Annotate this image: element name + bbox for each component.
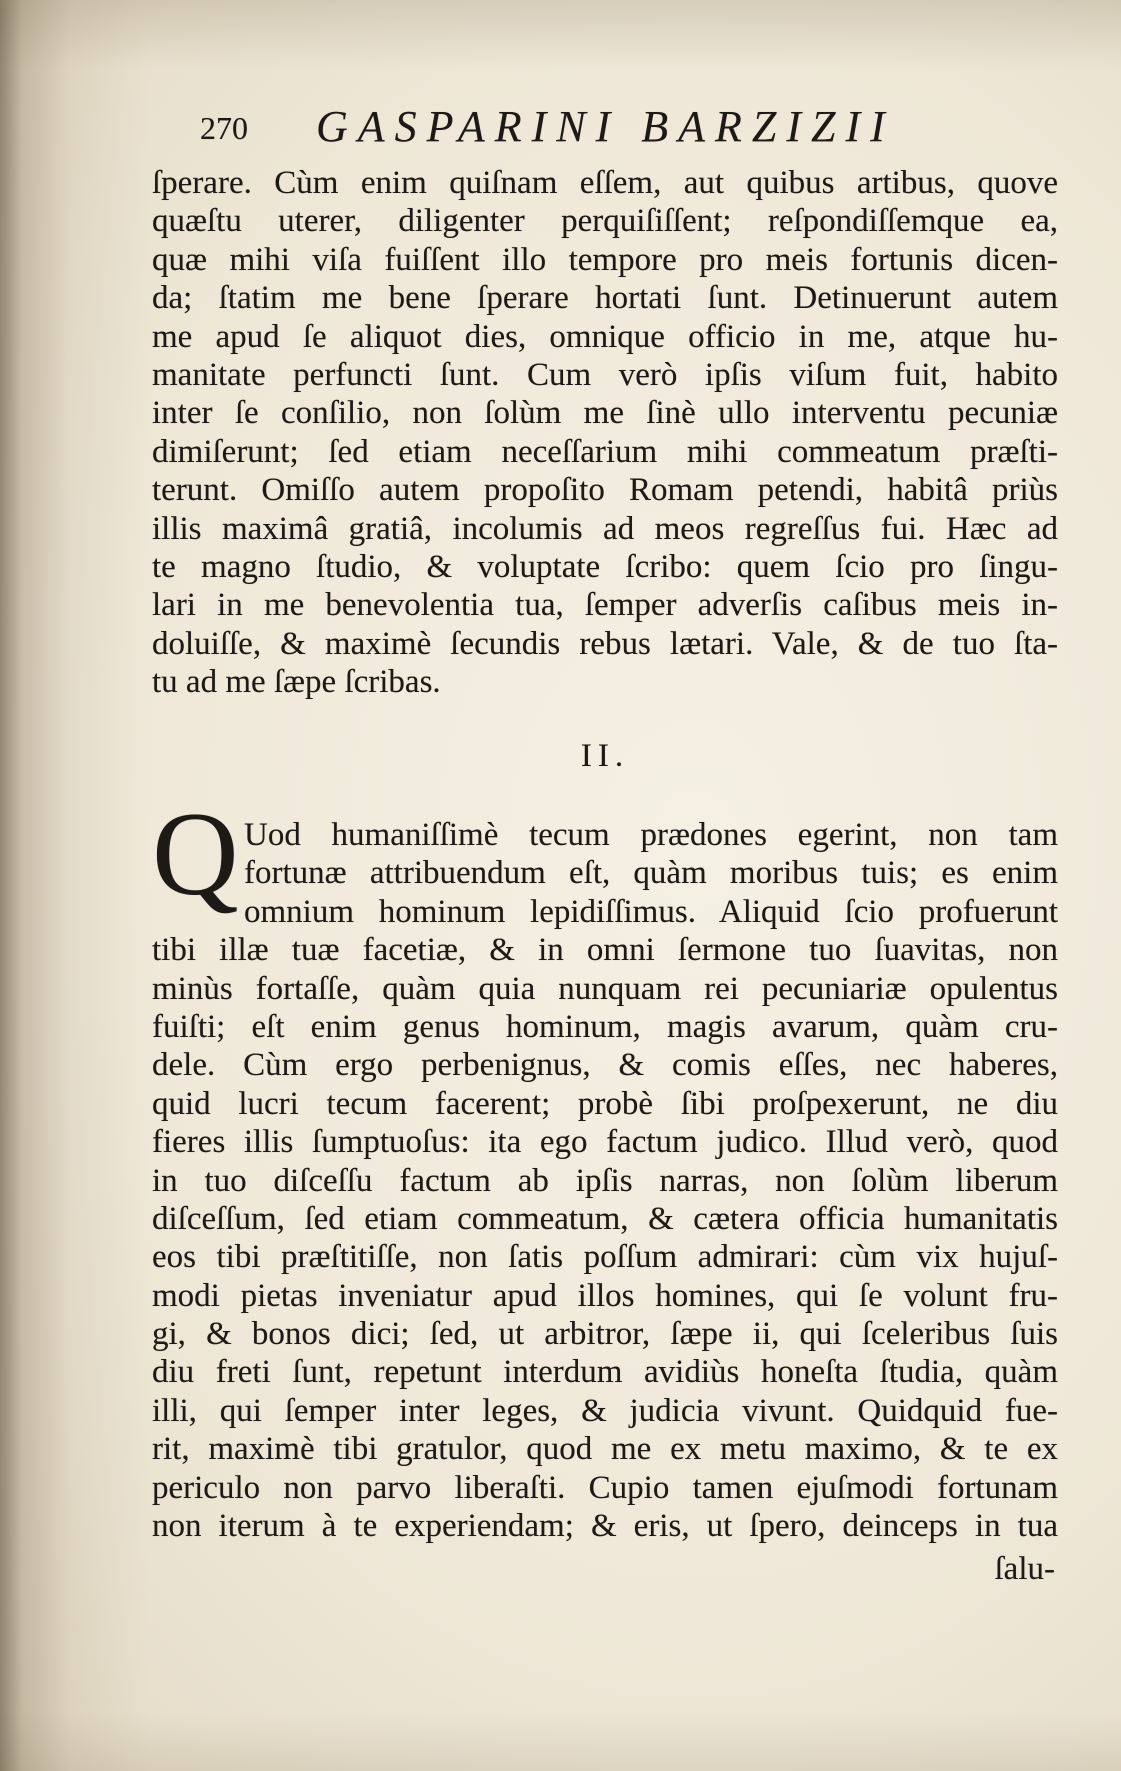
text-line: quid lucri tecum facerent; probè ſibi proſpexerunt, ne diu: [152, 1085, 1058, 1122]
text-line: fieres illis ſumptuoſus: ita ego factum judico. Illud verò, quod: [152, 1124, 1058, 1161]
text-line: fortunæ attribuendum eſt, quàm moribus tuis; es enim: [244, 855, 1058, 892]
page-number: 270: [200, 110, 248, 146]
text-line: gi, & bonos dici; ſed, ut arbitror, ſæpe ii, qui ſceleribus ſuis: [152, 1316, 1058, 1353]
text-line: terunt. Omiſſo autem propoſito Romam petendi, habitâ priùs: [152, 472, 1058, 509]
text-line: diu freti ſunt, repetunt interdum avidiùs honeſta ſtudia, quàm: [152, 1354, 1058, 1391]
text-line: in tuo diſceſſu factum ab ipſis narras, non ſolùm liberum: [152, 1162, 1058, 1199]
letter-body: [152, 816, 1058, 1545]
text-line: illi, qui ſemper inter leges, & judicia vivunt. Quidquid fue-: [152, 1392, 1058, 1429]
text-line: me apud ſe aliquot dies, omnique officio in me, atque hu-: [152, 318, 1058, 355]
text-line: minùs fortaſſe, quàm quia nunquam rei pecuniariæ opulentus: [152, 970, 1058, 1007]
text-line: dimiſerunt; ſed etiam neceſſarium mihi commeatum præſti-: [152, 433, 1058, 470]
text-line: Uod humaniſſimè tecum prædones egerint, non tam: [244, 817, 1058, 853]
text-line: omnium hominum lepidiſſimus. Aliquid ſcio profuerunt: [244, 893, 1058, 930]
text-line: ſperare. Cùm enim quiſnam eſſem, aut quibus artibus, quove: [152, 165, 1058, 201]
text-line: eos tibi præſtitiſſe, non ſatis poſſum admirari: cùm vix hujuſ-: [152, 1239, 1058, 1276]
text-line: non iterum à te experiendam; & eris, ut ſpero, deinceps in tua: [152, 1508, 1058, 1545]
text-line: dele. Cùm ergo perbenignus, & comis eſſes, nec haberes,: [152, 1047, 1058, 1084]
text-line: doluiſſe, & maximè ſecundis rebus lætari. Vale, & de tuo ſta-: [152, 625, 1058, 662]
text-line: modi pietas inveniatur apud illos homines, qui ſe volunt fru-: [152, 1277, 1058, 1314]
letter-body: [152, 164, 1058, 701]
text-line: tu ad me ſæpe ſcribas.: [152, 664, 441, 701]
text-line: tibi illæ tuæ facetiæ, & in omni ſermone tuo ſuavitas, non: [152, 932, 1058, 969]
text-line: inter ſe conſilio, non ſolùm me ſinè ullo interventu pecuniæ: [152, 395, 1058, 432]
catchword: ſalu-: [994, 1551, 1055, 1587]
text-line: manitate perfuncti ſunt. Cum verò ipſis viſum fuit, habito: [152, 356, 1058, 393]
text-line: diſceſſum, ſed etiam commeatum, & cætera officia humanitatis: [152, 1200, 1058, 1237]
text-line: quæ mihi viſa fuiſſent illo tempore pro meis fortunis dicen-: [152, 241, 1058, 278]
drop-cap: Q: [152, 787, 239, 920]
text-line: lari in me benevolentia tua, ſemper adverſis caſibus meis in-: [152, 587, 1058, 624]
section-heading: II.: [580, 738, 630, 774]
text-line: quæſtu uterer, diligenter perquiſiſſent; reſpondiſſemque ea,: [152, 203, 1058, 240]
text-line: da; ſtatim me bene ſperare hortati ſunt. Detinuerunt autem: [152, 280, 1058, 317]
text-line: fuiſti; eſt enim genus hominum, magis avarum, quàm cru-: [152, 1008, 1058, 1045]
text-line: rit, maximè tibi gratulor, quod me ex metu maximo, & te ex: [152, 1431, 1058, 1468]
text-line: te magno ſtudio, & voluptate ſcribo: quem ſcio pro ſingu-: [152, 548, 1058, 585]
text-line: periculo non parvo liberaſti. Cupio tamen ejuſmodi fortunam: [152, 1469, 1058, 1506]
text-line: illis maximâ gratiâ, incolumis ad meos regreſſus fui. Hæc ad: [152, 510, 1058, 547]
running-head: GASPARINI BARZIZII: [316, 102, 895, 151]
